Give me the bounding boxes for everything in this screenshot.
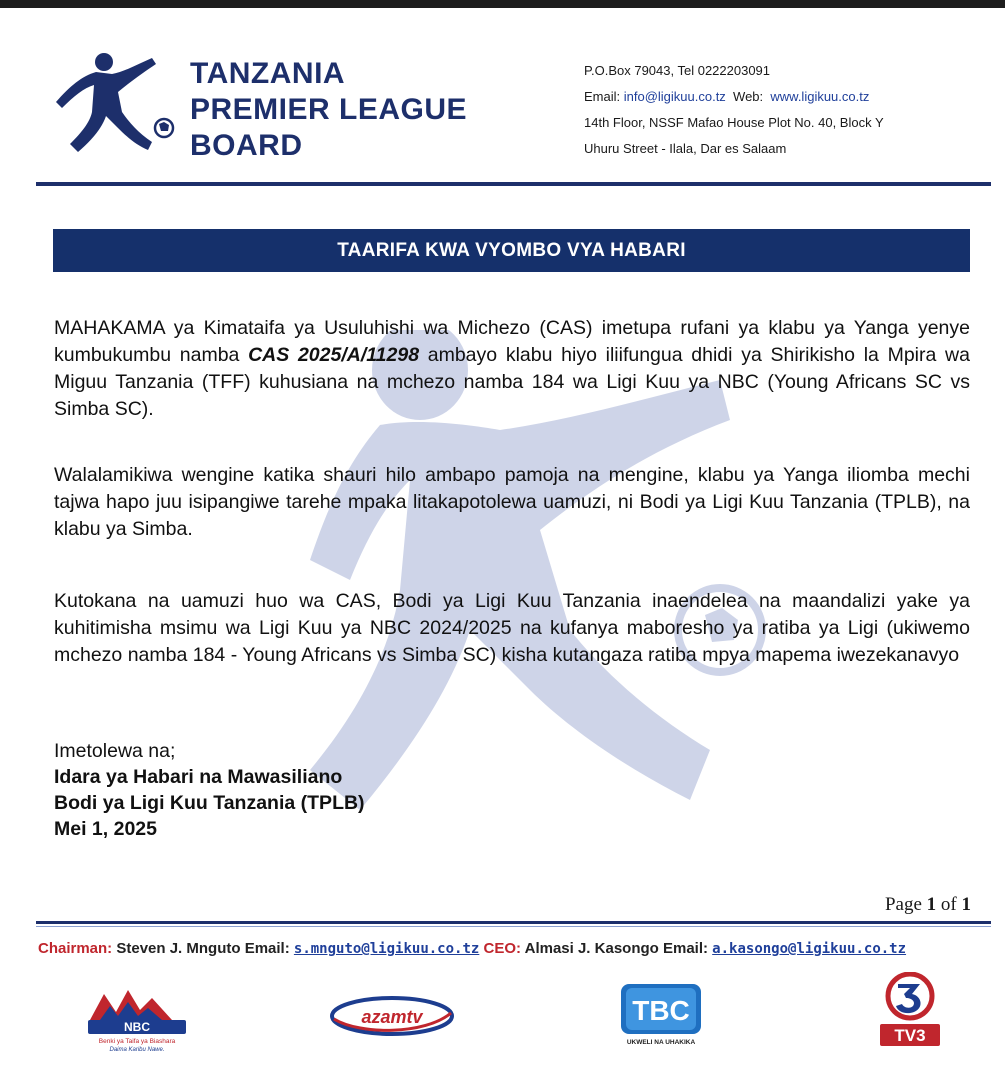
contact-address-2: Uhuru Street - Ilala, Dar es Salaam [584, 141, 787, 156]
web-link[interactable]: www.ligikuu.co.tz [770, 89, 870, 104]
paragraph-2: Walalamikiwa wengine katika shauri hilo ambapo pamoja na mengine, klabu ya Yanga iliomba mechi tajwa hapo juu isipangiwe tarehe mpaka litakapotolewa uamuzi, ni Bodi ya Ligi Kuu Tanzania (TPLB), na klabu ya Simba. [54, 464, 970, 540]
tbc-tagline: UKWELI NA UHAKIKA [626, 1039, 696, 1046]
azamtv-logo-icon [330, 995, 455, 1037]
page-number [885, 894, 971, 916]
page-current: 1 [926, 894, 937, 915]
nbc-name: NBC [124, 1020, 150, 1034]
header-divider [36, 182, 991, 186]
top-border [0, 0, 1005, 8]
footer-divider [36, 921, 991, 924]
ceo-email-link[interactable]: a.kasongo@ligikuu.co.tz [712, 941, 907, 957]
case-reference: CAS 2025/A/11298 [248, 344, 420, 366]
page-word: Page [884, 894, 927, 915]
issuing-organization: Bodi ya Ligi Kuu Tanzania (TPLB) [54, 792, 365, 814]
paragraph-1-start: MAHAKAMA ya Kimataifa ya Usuluhishi wa Michezo (CAS) imetupa rufani ya klabu ya Yanga yenye kumbukumbu namba [54, 317, 970, 366]
tbc-logo-icon [618, 982, 704, 1048]
org-name [190, 56, 467, 164]
officials-line [38, 940, 906, 957]
nbc-logo-icon [82, 980, 192, 1054]
contact-address-1: 14th Floor, NSSF Mafao House Plot No. 40, Block Y [584, 115, 884, 130]
nbc-tagline-2: Daima Karibu Nawe. [109, 1047, 165, 1053]
tv3-logo-icon [872, 972, 948, 1050]
signature-block [54, 738, 365, 842]
chairman-email-link[interactable]: s.mnguto@ligikuu.co.tz [293, 941, 480, 957]
footer-divider-thin [36, 926, 991, 927]
tv3-name: TV3 [894, 1026, 926, 1045]
issuing-department: Idara ya Habari na Mawasiliano [54, 766, 343, 788]
press-release-title: TAARIFA KWA VYOMBO VYA HABARI [53, 229, 970, 272]
org-name-line2: PREMIER LEAGUE [190, 93, 468, 126]
paragraph-3: Kutokana na uamuzi huo wa CAS, Bodi ya Ligi Kuu Tanzania inaendelea na maandalizi yake ya kuhitimisha msimu wa Ligi Kuu ya NBC 2024/2025 na kufanya maboresho ya ratiba ya Ligi (ukiwemo mchezo namba 184 - Young Africans vs Simba SC) kisha kutangaza ratiba mpya mapema iwezekanavyo [54, 590, 970, 666]
tbc-name: TBC [632, 995, 690, 1026]
issue-date: Mei 1, 2025 [54, 818, 157, 840]
contact-block [584, 58, 884, 162]
paragraph-1 [54, 315, 970, 423]
email-link[interactable]: info@ligikuu.co.tz [623, 89, 726, 104]
footballer-logo-icon [52, 52, 182, 160]
contact-po-box: P.O.Box 79043, Tel 0222203091 [584, 63, 771, 78]
azam-name: azamtv [361, 1007, 423, 1027]
org-name-line3: BOARD [190, 129, 303, 162]
issued-by: Imetolewa na; [54, 740, 176, 762]
page-total: 1 [961, 894, 971, 915]
ceo-label: CEO: [479, 940, 521, 957]
contact-email-web [584, 84, 884, 110]
org-name-line1: TANZANIA [190, 57, 346, 90]
chairman-label: Chairman: [38, 940, 113, 957]
ceo-name: Almasi J. Kasongo Email: [521, 940, 713, 957]
paragraph-1-end: ambayo klabu hiyo iliifungua dhidi ya Shirikisho la Mpira wa Miguu Tanzania (TFF) kuhusiana na mchezo namba 184 wa Ligi Kuu ya NBC (Young Africans SC vs Simba SC). [54, 344, 970, 420]
page-of: of [936, 894, 962, 915]
chairman-name: Steven J. Mnguto Email: [112, 940, 294, 957]
web-label: Web: [725, 89, 771, 104]
email-label: Email: [584, 89, 624, 104]
nbc-tagline-1: Benki ya Taifa ya Biashara [98, 1038, 176, 1045]
